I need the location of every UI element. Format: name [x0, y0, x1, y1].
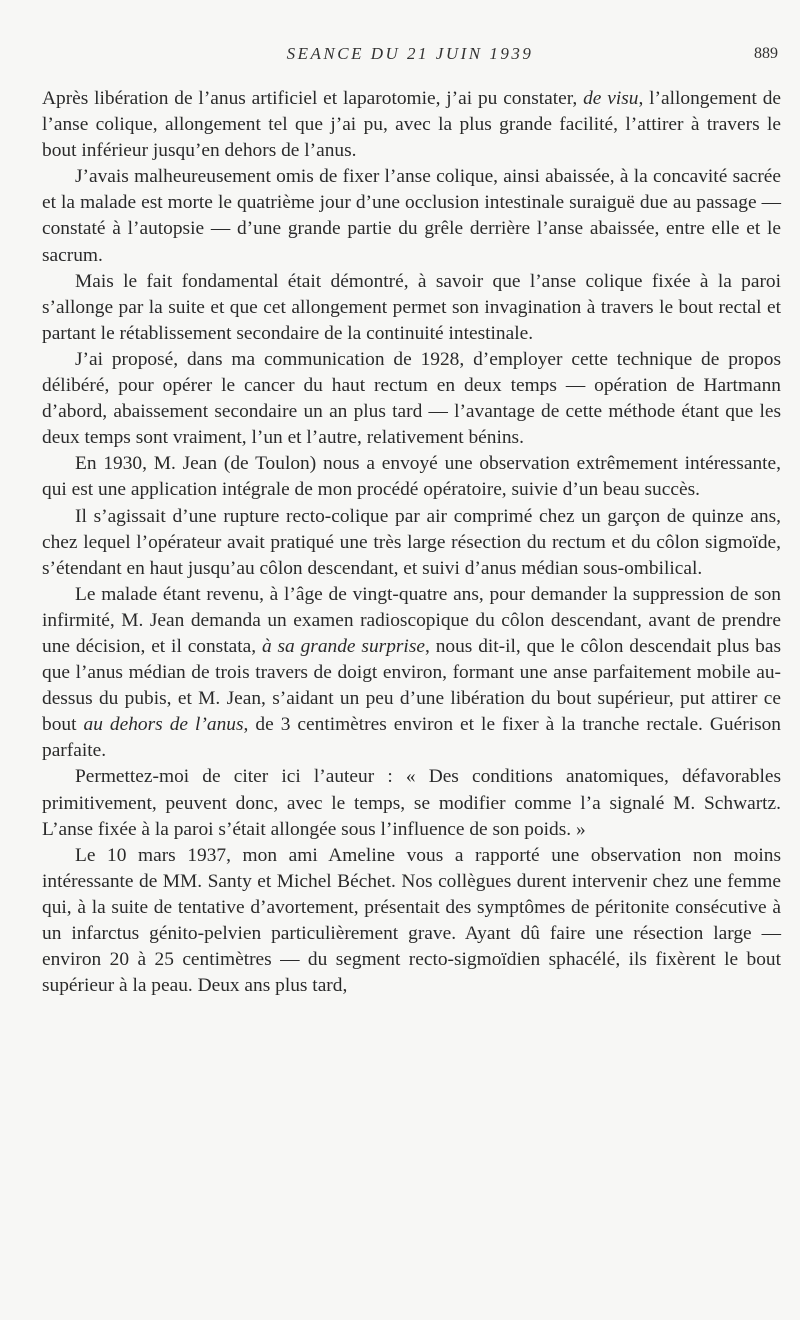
running-head — [42, 44, 778, 68]
paragraph-text: , l’allongement de l’anse colique, allongement tel que j’ai pu, avec la plus grande facilité, l’attirer à travers le bout inférieur jusqu’en dehors de l’anus. — [42, 88, 782, 162]
paragraph-2: J’avais malheureusement omis de fixer l’anse colique, ainsi abaissée, à la concavité sacrée et la malade est morte le quatrième jour d’une occlusion intestinale suraiguë due au passage — constaté à l’autopsie — d’une grande partie du grêle derrière l’anse abaissée, entre elle et le sacrum. — [42, 166, 781, 266]
italic-phrase: de visu — [583, 88, 639, 109]
page-number: 889 — [754, 45, 778, 62]
italic-phrase: à sa grande surprise — [261, 635, 425, 657]
paragraph-3: Mais le fait fondamental était démontré, à savoir que l’anse colique fixée à la paroi s’allonge par la suite et que cet allongement permet son invagination à travers le bout rectal et partant le rétablissement secondaire de la continuité intestinale. — [42, 270, 781, 344]
paragraph-text: Après libération de l’anus artificiel et laparotomie, j’ai pu constater, — [42, 88, 584, 109]
running-title: SEANCE DU 21 JUIN 1939 — [286, 44, 534, 63]
paragraph-text: , de 3 centimètres environ et le fixer à la tranche rectale. Guérison parfaite. — [42, 714, 781, 762]
paragraph-5: En 1930, M. Jean (de Toulon) nous a envoyé une observation extrêmement intéressante, qui est une application intégrale de mon procédé opératoire, suivie d’un beau succès. — [42, 453, 781, 501]
paragraph-8: Permettez-moi de citer ici l’auteur : « Des conditions anatomiques, défavorables primitivement, peuvent donc, avec le temps, se modifier comme l’a signalé M. Schwartz. L’anse fixée à la paroi s’était allongée sous l’influence de son poids. » — [42, 766, 781, 840]
body-text — [42, 86, 781, 999]
italic-phrase: au dehors de l’anus — [83, 714, 244, 736]
paragraph-9: Le 10 mars 1937, mon ami Ameline vous a rapporté une observation non moins intéressante de MM. Santy et Michel Béchet. Nos collègues durent intervenir chez une femme qui, à la suite de tentative d’avortement, présentait des symptômes de péritonite consécutive à un infarctus génito-pelvien particulièrement grave. Ayant dû faire une résection large — environ 20 à 25 centimètres — du segment recto-sigmoïdien sphacélé, ils fixèrent le bout supérieur à la peau. Deux ans plus tard, — [42, 844, 781, 997]
paragraph-6: Il s’agissait d’une rupture recto-colique par air comprimé chez un garçon de quinze ans, chez lequel l’opérateur avait pratiqué une très large résection du rectum et du côlon sigmoïde, s’étendant en haut jusqu’au côlon descendant, et suivi d’anus médian sous-ombilical. — [42, 505, 781, 579]
paragraph-1 — [42, 86, 781, 164]
paragraph-text: , nous dit-il, que le côlon descendait plus bas que l’anus médian de trois travers de doigt environ, formant une anse parfaitement mobile au-dessus du pubis, et M. Jean, s’aidant un peu d’une libération du bout supérieur, put attirer ce bout — [42, 635, 782, 736]
paragraph-7 — [42, 582, 781, 765]
paragraph-text: Le malade étant revenu, à l’âge de vingt-quatre ans, pour demander la suppression de son infirmité, M. Jean demanda un examen radioscopique du côlon descendant, avant de prendre une décision, et il constata, — [42, 583, 781, 657]
paragraph-4: J’ai proposé, dans ma communication de 1928, d’employer cette technique de propos délibéré, pour opérer le cancer du haut rectum en deux temps — opération de Hartmann d’abord, abaissement secondaire un an plus tard — l’avantage de cette méthode étant que les deux temps sont vraiment, l’un et l’autre, relativement bénins. — [42, 348, 781, 449]
